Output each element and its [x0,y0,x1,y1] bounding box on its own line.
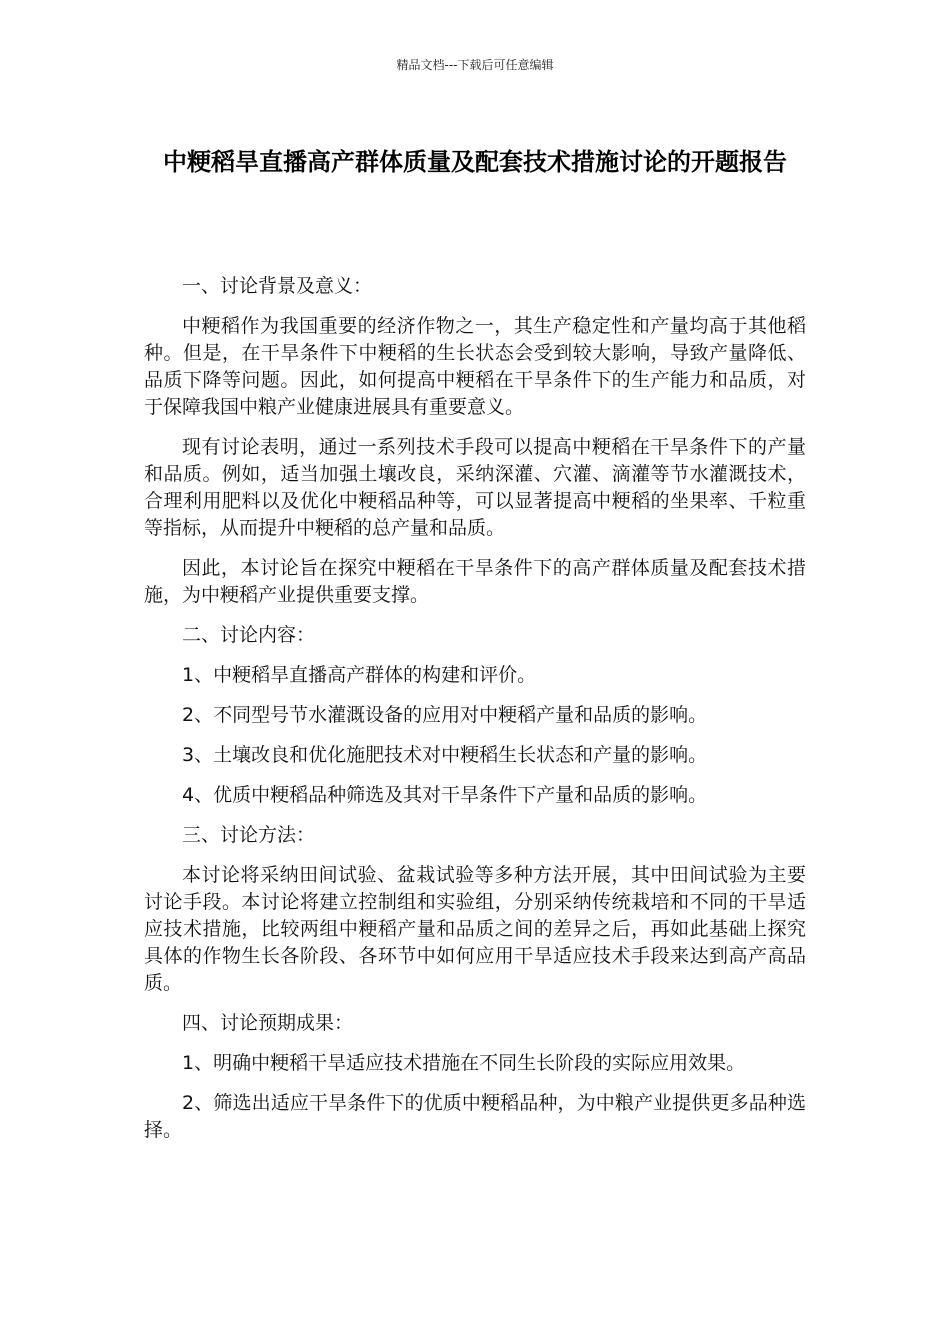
content-item-2: 2、不同型号节水灌溉设备的应用对中粳稻产量和品质的影响。 [182,704,708,726]
document-body [144,273,806,1157]
outcome-item-1: 1、明确中粳稻干旱适应技术措施在不同生长阶段的实际应用效果。 [182,1052,746,1074]
section-heading-outcomes: 四、讨论预期成果： [182,1012,354,1034]
paragraph-background-1: 中粳稻作为我国重要的经济作物之一，其生产稳定性和产量均高于其他稻种。但是，在干旱条件下中粳稻的生长状态会受到较大影响，导致产量降低、品质下降等问题。因此，如何提高中粳稻在干旱条件下的生产能力和品质，对于保障我国中粮产业健康进展具有重要意义。 [144,315,806,418]
section-heading-methods: 三、讨论方法： [182,824,316,846]
content-item-4: 4、优质中粳稻品种筛选及其对干旱条件下产量和品质的影响。 [182,784,708,806]
section-heading-content: 二、讨论内容： [182,624,316,646]
paragraph-methods: 本讨论将采纳田间试验、盆栽试验等多种方法开展，其中田间试验为主要讨论手段。本讨论将建立控制组和实验组，分别采纳传统栽培和不同的干旱适应技术措施，比较两组中粳稻产量和品质之间的差异之后，再如此基础上探究具体的作物生长各阶段、各环节中如何应用干旱适应技术手段来达到高产高品质。 [144,864,806,994]
outcome-item-2: 2、筛选出适应干旱条件下的优质中粳稻品种，为中粮产业提供更多品种选择。 [144,1092,806,1141]
document-title: 中粳稻旱直播高产群体质量及配套技术措施讨论的开题报告 [163,148,787,176]
section-heading-background: 一、讨论背景及意义： [182,275,373,297]
paragraph-background-3: 因此，本讨论旨在探究中粳稻在干旱条件下的高产群体质量及配套技术措施，为中粳稻产业提供重要支撑。 [144,557,806,606]
paragraph-background-2: 现有讨论表明，通过一系列技术手段可以提高中粳稻在干旱条件下的产量和品质。例如，适当加强土壤改良，采纳深灌、穴灌、滴灌等节水灌溉技术，合理利用肥料以及优化中粳稻品种等，可以显著提高中粳稻的坐果率、千粒重等指标，从而提升中粳稻的总产量和品质。 [144,436,806,539]
content-item-3: 3、土壤改良和优化施肥技术对中粳稻生长状态和产量的影响。 [182,744,708,766]
page-header: 精品文档---下载后可任意编辑 [396,58,554,72]
content-item-1: 1、中粳稻旱直播高产群体的构建和评价。 [182,664,537,686]
